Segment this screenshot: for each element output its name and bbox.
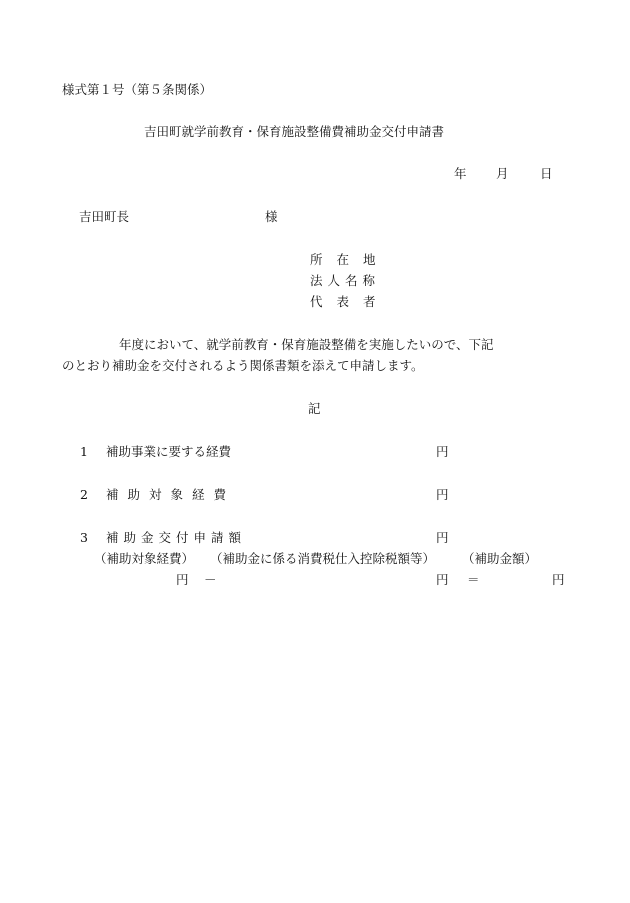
item-1-label: 補助事業に要する経費 [106, 444, 232, 459]
addressee-name: 吉田町長 [79, 209, 130, 224]
body-text-line-2: のとおり補助金を交付されるよう関係書類を添えて申請します。 [62, 358, 424, 373]
applicant-address-label: 所在地 [310, 252, 390, 267]
item-2-unit: 円 [436, 487, 449, 502]
calc-header-subsidy-amount: （補助金額） [462, 551, 538, 566]
form-title: 吉田町就学前教育・保育施設整備費補助金交付申請書 [144, 124, 445, 139]
item-3-label: 補助金交付申請額 [106, 530, 247, 545]
item-3-unit: 円 [436, 530, 449, 545]
item-1-unit: 円 [436, 444, 449, 459]
applicant-corp-name-label: 法人名称 [310, 273, 381, 288]
calc-minus-sign: － [204, 572, 217, 587]
calc-unit-2: 円 [436, 572, 449, 587]
calc-equals-sign: ＝ [467, 572, 480, 587]
item-3-number: 3 [80, 530, 88, 545]
body-text-line-1: 年度において、就学前教育・保育施設整備を実施したいので、下記 [119, 337, 494, 352]
date-day-label: 日 [540, 166, 553, 181]
calc-header-tax: （補助金に係る消費税仕入控除税額等） [210, 551, 436, 566]
form-number: 様式第１号（第５条関係） [62, 82, 213, 97]
applicant-representative-label: 代表者 [310, 294, 390, 309]
item-2-number: 2 [80, 487, 88, 502]
item-2-label: 補助対象経費 [106, 487, 236, 502]
date-month-label: 月 [496, 166, 509, 181]
calc-unit-1: 円 [176, 572, 189, 587]
date-year-label: 年 [454, 166, 467, 181]
ki-heading: 記 [308, 401, 321, 416]
item-1-number: 1 [80, 444, 88, 459]
calc-header-subsidy-target: （補助対象経費） [94, 551, 195, 566]
addressee-honorific: 様 [265, 209, 278, 224]
calc-unit-3: 円 [552, 572, 565, 587]
